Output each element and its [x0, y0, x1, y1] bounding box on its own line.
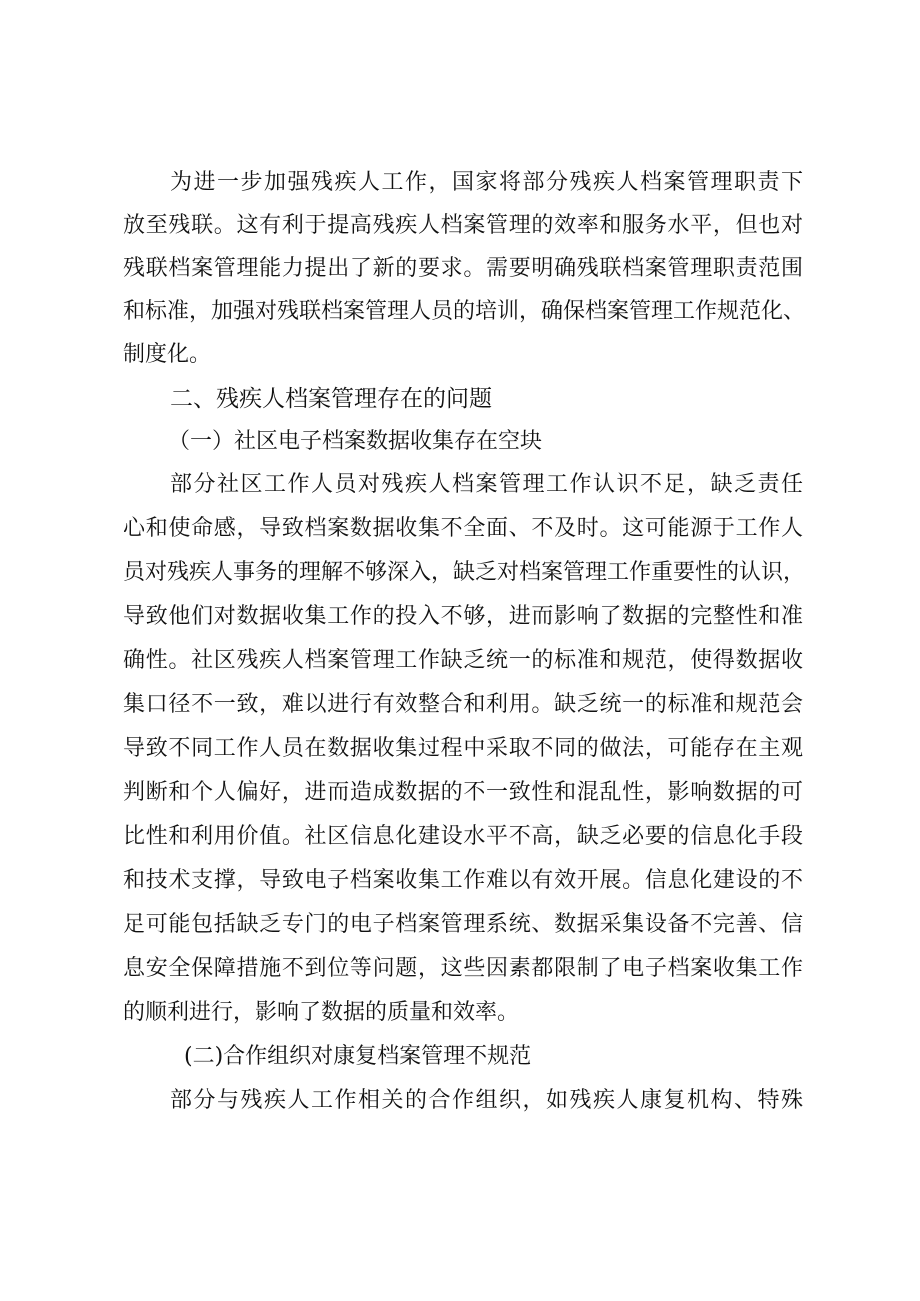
paragraph-1-line: 和标准，加强对残联档案管理人员的培训，确保档案管理工作规范化、 — [123, 299, 806, 324]
paragraph-2-line: 确性。社区残疾人档案管理工作缺乏统一的标准和规范，使得数据收 — [123, 648, 803, 673]
paragraph-1-line: 残联档案管理能力提出了新的要求。需要明确残联档案管理职责范围 — [123, 256, 803, 281]
paragraph-2-line: 比性和利用价值。社区信息化建设水平不高，缺乏必要的信息化手段 — [123, 824, 803, 849]
paragraph-2-line: 息安全保障措施不到位等问题，这些因素都限制了电子档案收集工作 — [123, 956, 803, 981]
paragraph-2-line: 集口径不一致，难以进行有效整合和利用。缺乏统一的标准和规范会 — [123, 692, 803, 717]
subsection-heading-1: （一）社区电子档案数据收集存在空块 — [168, 429, 543, 454]
paragraph-2-line: 心和使命感，导致档案数据收集不全面、不及时。这可能源于工作人 — [123, 516, 803, 541]
paragraph-1-line: 为进一步加强残疾人工作，国家将部分残疾人档案管理职责下 — [170, 170, 803, 195]
paragraph-2-line: 员对残疾人事务的理解不够深入，缺乏对档案管理工作重要性的认识， — [123, 560, 806, 585]
section-heading: 二、残疾人档案管理存在的问题 — [170, 386, 492, 412]
paragraph-1-line: 制度化。 — [123, 342, 212, 367]
paragraph-2-line: 导致不同工作人员在数据收集过程中采取不同的做法，可能存在主观 — [123, 736, 803, 761]
paragraph-2-line: 部分社区工作人员对残疾人档案管理工作认识不足，缺乏责任 — [170, 472, 803, 497]
paragraph-2-line: 足可能包括缺乏专门的电子档案管理系统、数据采集设备不完善、信 — [123, 912, 803, 937]
paragraph-2-line: 导致他们对数据收集工作的投入不够，进而影响了数据的完整性和准 — [123, 604, 803, 629]
paragraph-1-line: 放至残联。这有利于提高残疾人档案管理的效率和服务水平，但也对 — [123, 213, 803, 238]
paragraph-2-line: 和技术支撑，导致电子档案收集工作难以有效开展。信息化建设的不 — [123, 868, 803, 893]
paragraph-3-line: 部分与残疾人工作相关的合作组织，如残疾人康复机构、特殊 — [170, 1088, 803, 1113]
paragraph-2-line: 判断和个人偏好，进而造成数据的不一致性和混乱性，影响数据的可 — [123, 780, 803, 805]
paragraph-2-line: 的顺利进行，影响了数据的质量和效率。 — [123, 1000, 520, 1025]
subsection-heading-2: (二)合作组织对康复档案管理不规范 — [184, 1044, 532, 1069]
